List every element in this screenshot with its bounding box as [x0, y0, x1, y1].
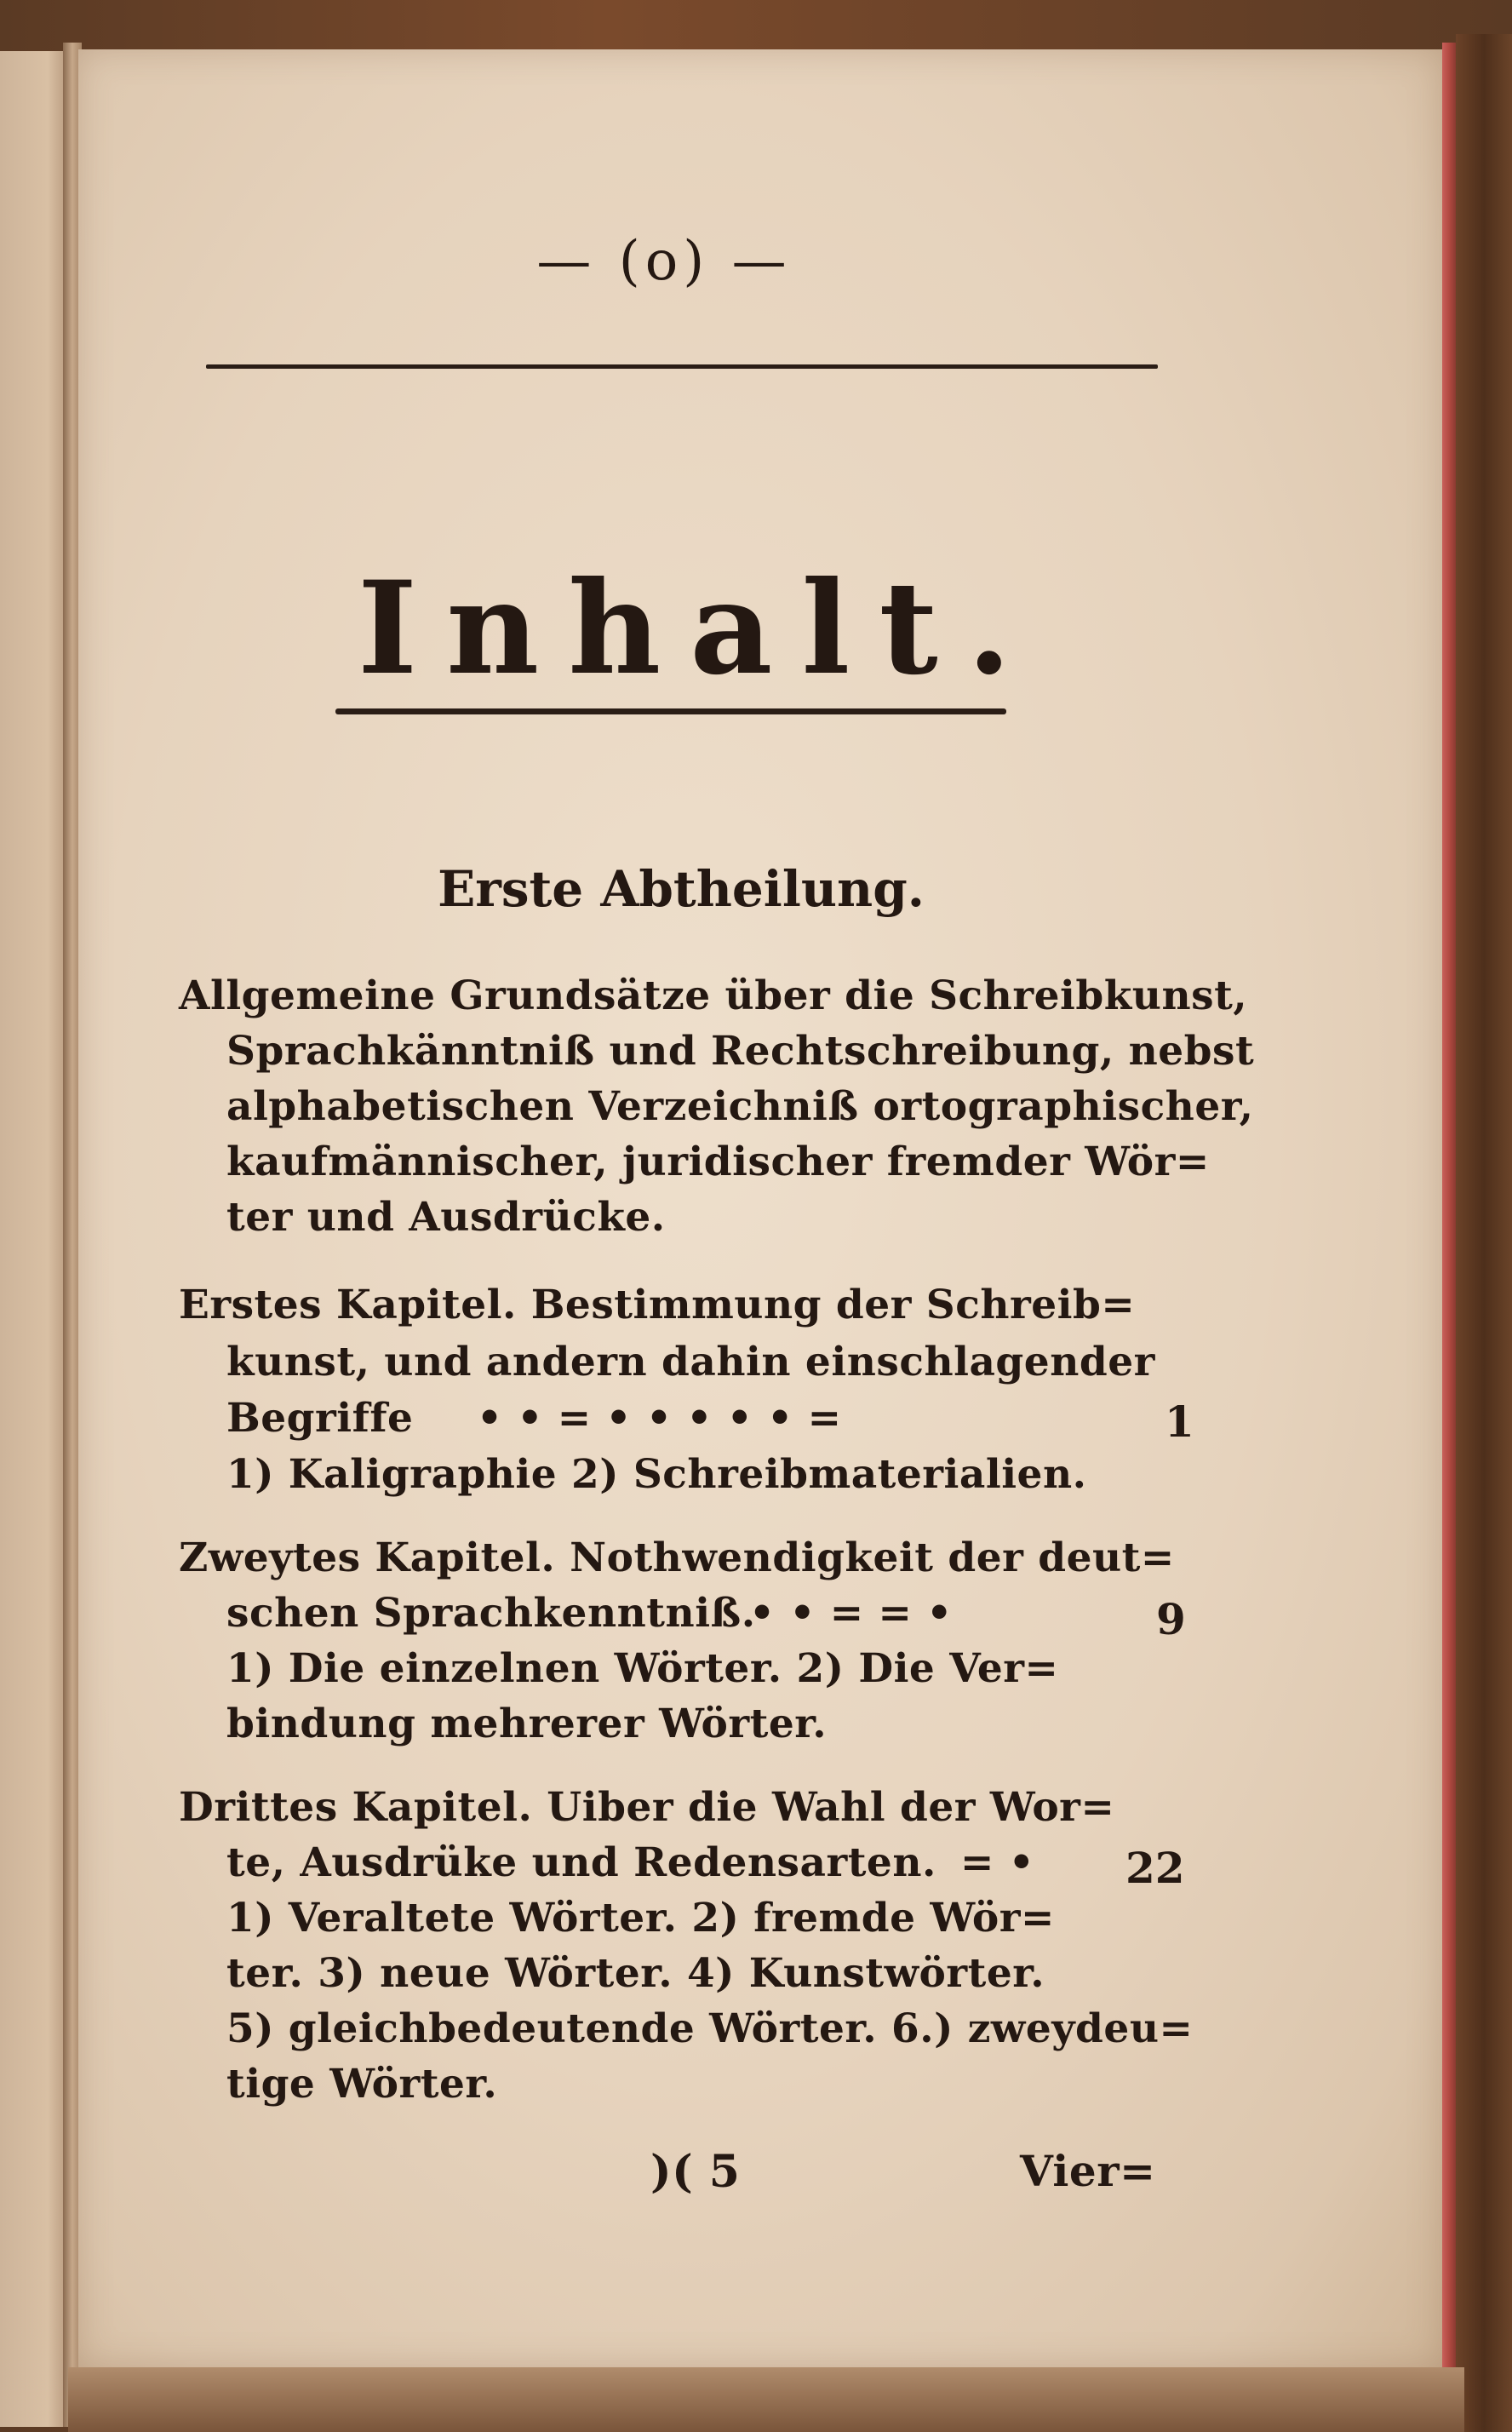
chapter2-line: Zweytes Kapitel. Nothwendigkeit der deut=: [179, 1534, 1175, 1581]
chapter1-line: Erstes Kapitel. Bestimmung der Schreib=: [179, 1282, 1136, 1328]
intro-line: Allgemeine Grundsätze über die Schreibkunst,: [179, 972, 1248, 1019]
chapter3-page-number: 22: [1125, 1843, 1185, 1893]
bottom-page-edge: [68, 2367, 1464, 2432]
chapter2-page-number: 9: [1156, 1594, 1186, 1644]
catchword: Vier=: [1020, 2146, 1156, 2196]
header-rule: [206, 364, 1158, 369]
chapter1-page-number: 1: [1165, 1397, 1194, 1447]
chapter2-line: bindung mehrerer Wörter.: [226, 1701, 828, 1747]
section-title: Erste Abtheilung.: [438, 860, 925, 918]
chapter3-line: Drittes Kapitel. Uiber die Wahl der Wor=: [179, 1784, 1115, 1831]
chapter3-line: 1) Veraltete Wörter. 2) fremde Wör=: [226, 1895, 1055, 1942]
chapter3-line: 5) gleichbedeutende Wörter. 6.) zweydeu=: [226, 2005, 1194, 2052]
chapter1-line: Begriffe: [226, 1395, 414, 1442]
chapter3-line: ter. 3) neue Wörter. 4) Kunstwörter.: [226, 1950, 1045, 1997]
chapter2-line: schen Sprachkenntniß.: [226, 1590, 756, 1637]
intro-line: kaufmännischer, juridischer fremder Wör=: [226, 1139, 1210, 1185]
intro-line: alphabetischen Verzeichniß ortographischer,: [226, 1083, 1254, 1130]
title-rule: [335, 708, 1006, 714]
intro-line: Sprachkänntniß und Rechtschreibung, nebst: [226, 1028, 1255, 1075]
chapter1-leader-dots: • • = • • • • • =: [477, 1395, 842, 1442]
intro-line: ter und Ausdrücke.: [226, 1194, 666, 1241]
page-header: — (o) —: [536, 230, 792, 293]
left-page-edge: [0, 51, 68, 2427]
chapter2-line: 1) Die einzelnen Wörter. 2) Die Ver=: [226, 1645, 1059, 1692]
chapter2-leader-dots: • • = = •: [749, 1590, 953, 1637]
book-binding: [1456, 34, 1512, 2432]
chapter1-line: kunst, und andern dahin einschlagender: [226, 1339, 1155, 1385]
chapter3-line: te, Ausdrüke und Redensarten.: [226, 1839, 936, 1886]
chapter3-line: tige Wörter.: [226, 2061, 498, 2108]
chapter1-line: 1) Kaligraphie 2) Schreibmaterialien.: [226, 1451, 1087, 1498]
red-page-edge: [1442, 43, 1456, 2376]
signature-mark: )( 5: [650, 2146, 741, 2198]
chapter3-leader-dots: = •: [960, 1839, 1035, 1886]
page-title: Inhalt.: [358, 554, 1040, 703]
